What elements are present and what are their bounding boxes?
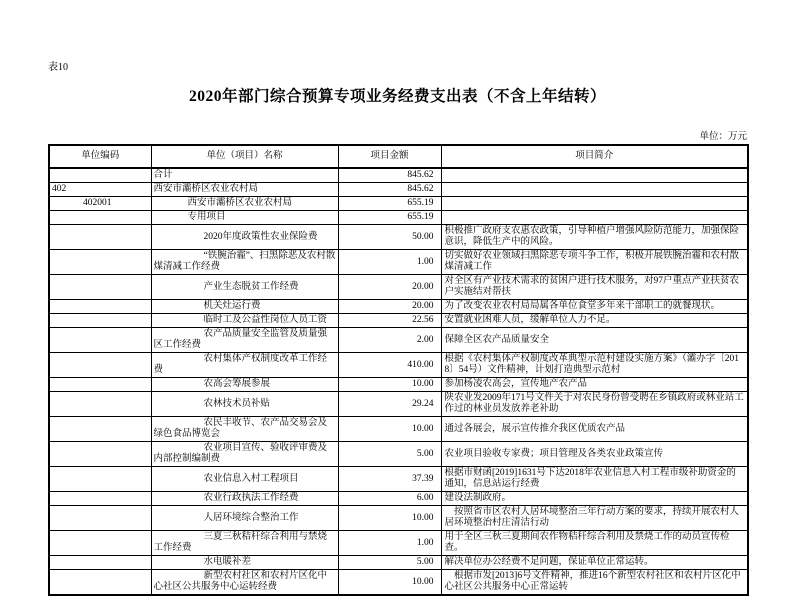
project-name-cell: 农村集体产权制度改革工作经费 xyxy=(151,353,338,378)
table-row xyxy=(49,211,748,225)
col-header-unit-code: 单位编码 xyxy=(49,145,151,168)
project-intro-cell: 保障全区农产品质量安全 xyxy=(441,328,748,353)
table-row xyxy=(49,570,748,596)
project-name-cell: 农林技术员补贴 xyxy=(151,392,338,417)
project-intro-cell: 建设法制政府。 xyxy=(441,492,748,506)
table-row xyxy=(49,275,748,300)
project-intro-cell: 切实做好农业领域扫黑除恶专项斗争工作，积极开展铁腕治霾和农村散煤清减工作 xyxy=(441,250,748,275)
project-amount-cell: 10.00 xyxy=(338,506,441,531)
project-name-cell: 西安市灞桥区农业农村局 xyxy=(151,197,338,211)
table-row xyxy=(49,378,748,392)
table-row xyxy=(49,250,748,275)
unit-code-cell xyxy=(49,353,151,378)
table-row xyxy=(49,328,748,353)
project-intro-cell: 根据市财函[2019]1631号下达2018年农业信息入村工程市级补助资金的通知，信息站运行经费 xyxy=(441,467,748,492)
table-row xyxy=(49,417,748,442)
project-amount-cell: 29.24 xyxy=(338,392,441,417)
project-amount-cell: 20.00 xyxy=(338,300,441,314)
project-name-cell: 西安市灞桥区农业农村局 xyxy=(151,183,338,197)
page-title: 2020年部门综合预算专项业务经费支出表（不含上年结转） xyxy=(188,88,606,105)
project-name-cell: 合计 xyxy=(151,168,338,183)
unit-code-cell xyxy=(49,556,151,570)
unit-code-cell xyxy=(49,442,151,467)
project-intro-cell: 安置就业困难人员，缓解单位人力不足。 xyxy=(441,314,748,328)
unit-code-cell xyxy=(49,168,151,183)
project-name-cell: 三夏三秋秸秆综合利用与禁烧工作经费 xyxy=(151,531,338,556)
table-row xyxy=(49,467,748,492)
project-name-cell: 人居环境综合整治工作 xyxy=(151,506,338,531)
unit-code-cell xyxy=(49,250,151,275)
table-row xyxy=(49,183,748,197)
sheet-label: 表10 xyxy=(48,62,68,73)
project-intro-cell: 按照省市区农村人居环境整治三年行动方案的要求，持续开展农村人居环境整治村庄清洁行动 xyxy=(441,506,748,531)
project-amount-cell: 5.00 xyxy=(338,442,441,467)
project-intro-cell xyxy=(441,168,748,183)
unit-code-cell xyxy=(49,211,151,225)
project-intro-cell: 用于全区三秋三夏期间农作物秸秆综合利用及禁烧工作的动员宣传检查。 xyxy=(441,531,748,556)
unit-code-cell xyxy=(49,225,151,250)
project-intro-cell: 陕农业发2009年171号文件关于对农民身份曾受聘在乡镇政府或林业站工作过的林业员发放养老补助 xyxy=(441,392,748,417)
project-intro-cell: 通过各展会，展示宣传推介我区优质农产品 xyxy=(441,417,748,442)
table-row xyxy=(49,197,748,211)
project-name-cell: 农民丰收节、农产品交易会及绿色食品博览会 xyxy=(151,417,338,442)
col-header-project-intro: 项目简介 xyxy=(441,145,748,168)
table-row xyxy=(49,531,748,556)
unit-code-cell xyxy=(49,531,151,556)
unit-note: 单位：万元 xyxy=(699,132,747,142)
table-row xyxy=(49,492,748,506)
project-amount-cell: 6.00 xyxy=(338,492,441,506)
unit-code-cell xyxy=(49,467,151,492)
project-amount-cell: 845.62 xyxy=(338,168,441,183)
project-amount-cell: 410.00 xyxy=(338,353,441,378)
unit-code-cell xyxy=(49,275,151,300)
unit-code-cell: 402001 xyxy=(49,197,151,211)
project-name-cell: 新型农村社区和农村片区化中心社区公共服务中心运转经费 xyxy=(151,570,338,596)
project-intro-cell xyxy=(441,197,748,211)
project-amount-cell: 50.00 xyxy=(338,225,441,250)
project-amount-cell: 655.19 xyxy=(338,197,441,211)
project-intro-cell xyxy=(441,183,748,197)
project-amount-cell: 37.39 xyxy=(338,467,441,492)
table-row xyxy=(49,392,748,417)
table-row xyxy=(49,225,748,250)
unit-code-cell xyxy=(49,314,151,328)
project-amount-cell: 10.00 xyxy=(338,378,441,392)
project-intro-cell: 农业项目验收专家费；项目管理及各类农业政策宣传 xyxy=(441,442,748,467)
table-row xyxy=(49,168,748,183)
budget-table xyxy=(48,144,749,596)
unit-code-cell xyxy=(49,417,151,442)
project-amount-cell: 10.00 xyxy=(338,570,441,596)
project-intro-cell: 根据《农村集体产权制度改革典型示范村建设实施方案》（灞办字〔2018〕54号）文件精神，计划打造典型示范村 xyxy=(441,353,748,378)
project-intro-cell: 参加杨凌农高会，宣传地产农产品 xyxy=(441,378,748,392)
unit-code-cell xyxy=(49,570,151,596)
col-header-unit-project-name: 单位（项目）名称 xyxy=(151,145,338,168)
project-name-cell: 专用项目 xyxy=(151,211,338,225)
project-amount-cell: 10.00 xyxy=(338,417,441,442)
project-intro-cell: 为了改变农业农村局局属各单位食堂多年来干部职工的就餐现状。 xyxy=(441,300,748,314)
project-amount-cell: 845.62 xyxy=(338,183,441,197)
table-row xyxy=(49,300,748,314)
project-name-cell: 产业生态脱贫工作经费 xyxy=(151,275,338,300)
unit-code-cell xyxy=(49,392,151,417)
table-header-row xyxy=(49,145,748,168)
project-amount-cell: 1.00 xyxy=(338,250,441,275)
table-row xyxy=(49,442,748,467)
project-amount-cell: 655.19 xyxy=(338,211,441,225)
project-intro-cell: 根据市发[2013]6号文件精神，推进16个新型农村社区和农村片区化中心社区公共服务中心正常运转 xyxy=(441,570,748,596)
project-name-cell: “铁腕治霾”、扫黑除恶及农村散煤清减工作经费 xyxy=(151,250,338,275)
project-amount-cell: 22.56 xyxy=(338,314,441,328)
unit-code-cell xyxy=(49,492,151,506)
project-name-cell: 农业行政执法工作经费 xyxy=(151,492,338,506)
unit-code-cell xyxy=(49,378,151,392)
project-name-cell: 水电暖补差 xyxy=(151,556,338,570)
table-row xyxy=(49,353,748,378)
table-row xyxy=(49,506,748,531)
project-name-cell: 临时工及公益性岗位人员工资 xyxy=(151,314,338,328)
table-row xyxy=(49,314,748,328)
project-name-cell: 农业信息入村工程项目 xyxy=(151,467,338,492)
project-amount-cell: 5.00 xyxy=(338,556,441,570)
table-row xyxy=(49,556,748,570)
table-body xyxy=(49,168,748,595)
project-name-cell: 农业项目宣传、验收评审费及内部控制编制费 xyxy=(151,442,338,467)
col-header-project-amount: 项目金额 xyxy=(338,145,441,168)
project-intro-cell: 积极推广政府支农惠农政策，引导种植户增强风险防范能力，加强保险意识，降低生产中的风险。 xyxy=(441,225,748,250)
unit-code-cell xyxy=(49,328,151,353)
project-intro-cell xyxy=(441,211,748,225)
project-amount-cell: 20.00 xyxy=(338,275,441,300)
project-name-cell: 机关灶运行费 xyxy=(151,300,338,314)
project-intro-cell: 解决单位办公经费不足问题，保证单位正常运转。 xyxy=(441,556,748,570)
project-name-cell: 农高会筹展参展 xyxy=(151,378,338,392)
unit-code-cell xyxy=(49,506,151,531)
unit-code-cell xyxy=(49,300,151,314)
project-name-cell: 2020年度政策性农业保险费 xyxy=(151,225,338,250)
project-name-cell: 农产品质量安全监管及质量强区工作经费 xyxy=(151,328,338,353)
project-intro-cell: 对全区有产业技术需求的贫困户进行技术服务，对97户重点产业扶贫农户实施结对帮扶 xyxy=(441,275,748,300)
unit-code-cell: 402 xyxy=(49,183,151,197)
project-amount-cell: 1.00 xyxy=(338,531,441,556)
project-amount-cell: 2.00 xyxy=(338,328,441,353)
